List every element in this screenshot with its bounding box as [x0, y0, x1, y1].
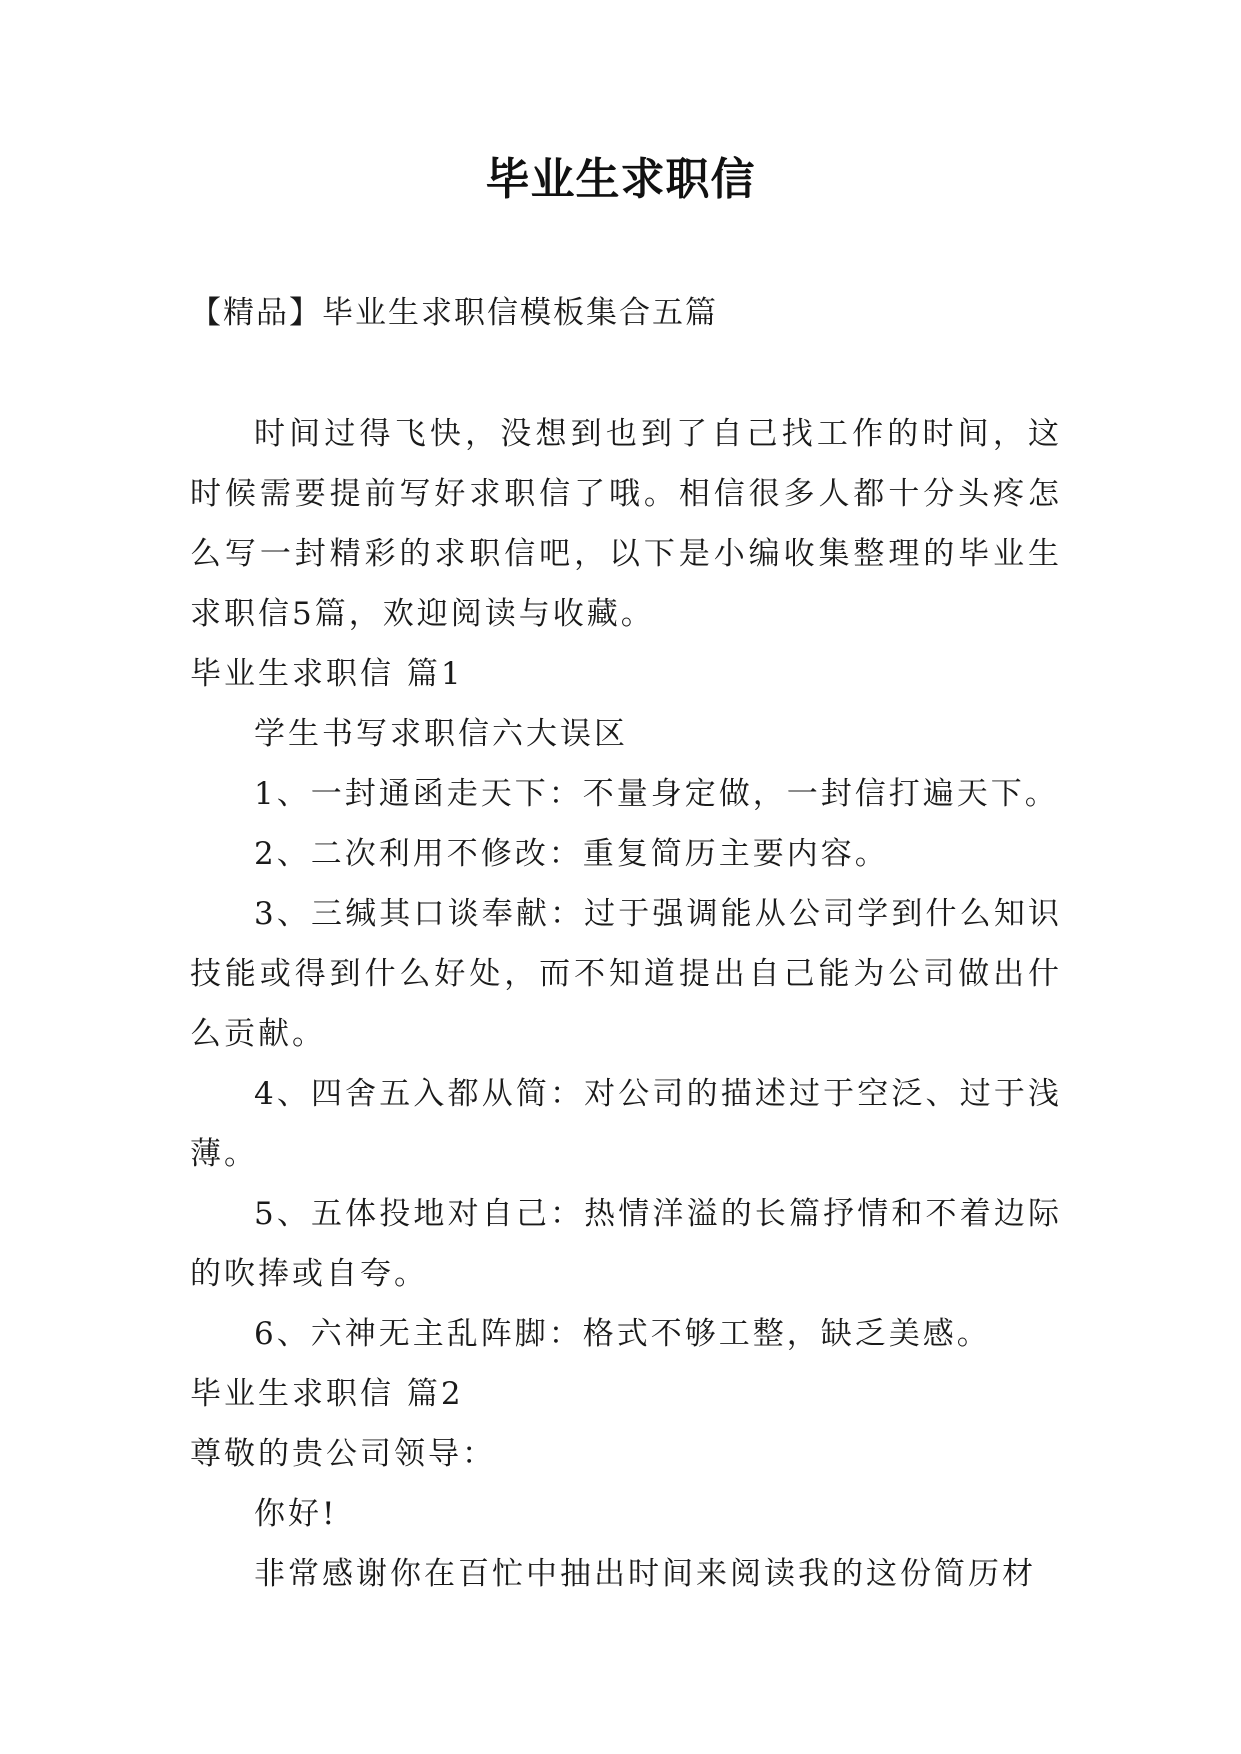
paragraph: 非常感谢你在百忙中抽出时间来阅读我的这份简历材 [254, 1556, 1036, 1592]
salutation: 尊敬的贵公司领导： [190, 1436, 496, 1472]
document-body [190, 404, 1062, 1604]
paragraph: 学生书写求职信六大误区 [254, 716, 628, 752]
list-item: 2、二次利用不修改：重复简历主要内容。 [254, 836, 889, 872]
list-item: 4、四舍五入都从简：对公司的描述过于空泛、过于浅薄。 [190, 1076, 1062, 1172]
document-subtitle: 【精品】毕业生求职信模板集合五篇 [190, 295, 718, 331]
greeting: 你好! [254, 1496, 338, 1532]
section-heading-1: 毕业生求职信 篇1 [190, 656, 464, 692]
list-item: 3、三缄其口谈奉献：过于强调能从公司学到什么知识技能或得到什么好处，而不知道提出自己能为公司做出什么贡献。 [190, 896, 1062, 1052]
list-item: 1、一封通函走天下：不量身定做，一封信打遍天下。 [254, 776, 1059, 812]
page-title: 毕业生求职信 [485, 154, 756, 205]
section-heading-2: 毕业生求职信 篇2 [190, 1376, 464, 1412]
list-item: 5、五体投地对自己：热情洋溢的长篇抒情和不着边际的吹捧或自夸。 [190, 1196, 1062, 1292]
intro-paragraph: 时间过得飞快，没想到也到了自己找工作的时间，这时候需要提前写好求职信了哦。相信很多人都十分头疼怎么写一封精彩的求职信吧，以下是小编收集整理的毕业生求职信5篇，欢迎阅读与收藏。 [190, 416, 1062, 632]
list-item: 6、六神无主乱阵脚：格式不够工整，缺乏美感。 [254, 1316, 991, 1352]
